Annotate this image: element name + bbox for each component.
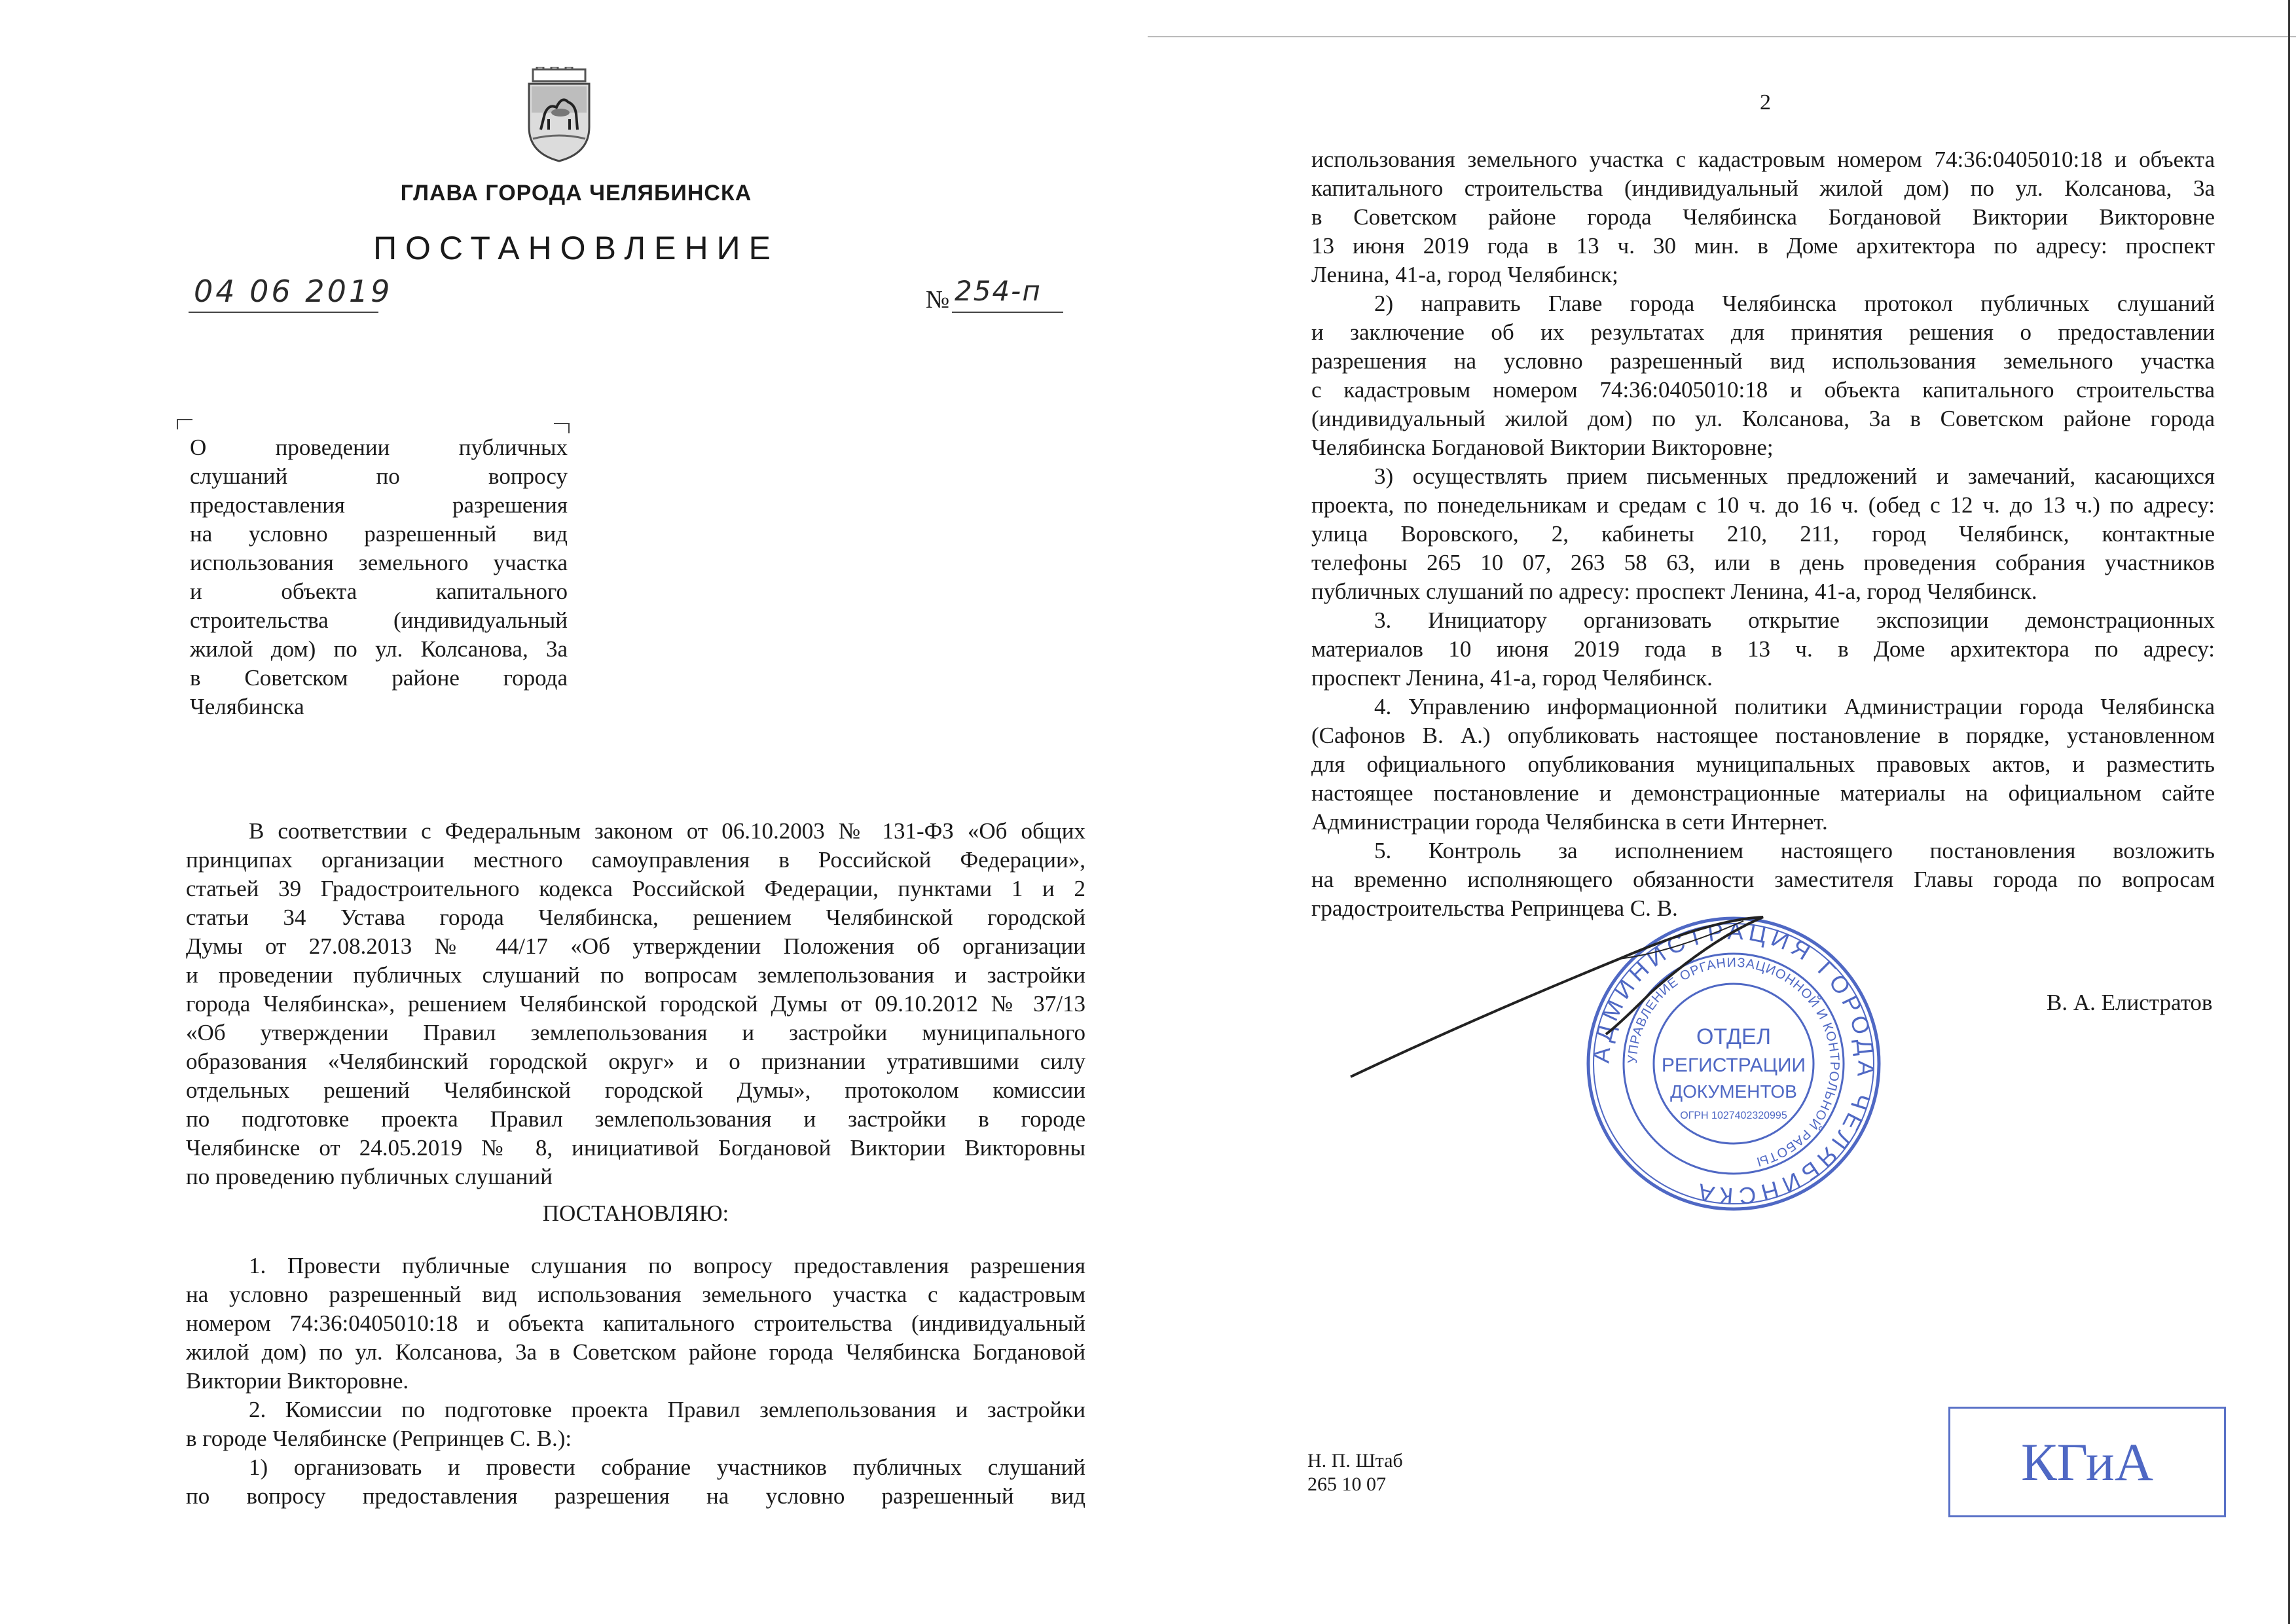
subject-line: в Советском районе города: [190, 665, 568, 691]
preamble-line: В соответствии с Федеральным законом от 06.10.2003 № 131-ФЗ «Об общих: [249, 818, 1085, 844]
seal-ogrn-text: ОГРН 1027402320995: [1680, 1110, 1787, 1121]
organization-heading: ГЛАВА ГОРОДА ЧЕЛЯБИНСКА: [400, 181, 752, 206]
body-line: на временно исполняющего обязанности заместителя Главы города по вопросам: [1311, 867, 2215, 892]
body-line: с кадастровым номером 74:36:0405010:18 и объекта капитального строительства: [1311, 377, 2215, 403]
subject-line: О проведении публичных: [190, 435, 568, 460]
preamble-line: и проведении публичных слушаний по вопросам землепользования и застройки: [186, 962, 1085, 988]
seal-center-text-2: РЕГИСТРАЦИИ: [1661, 1055, 1806, 1076]
body-line: использования земельного участка с кадастровым номером 74:36:0405010:18 и объекта: [1311, 147, 2215, 172]
seal-inner-ring-text: УПРАВЛЕНИЕ ОРГАНИЗАЦИОННОЙ И КОНТРОЛЬНОЙ РАБОТЫ: [1625, 955, 1842, 1169]
body-line: Администрации города Челябинска в сети Интернет.: [1311, 809, 1828, 835]
body-line: настоящее постановление и демонстрационные материалы на официальном сайте: [1311, 780, 2215, 806]
body-line: номером 74:36:0405010:18 и объекта капитального строительства (индивидуальный: [186, 1310, 1085, 1336]
body-block-page2: [1311, 145, 2215, 923]
body-line: проекта, по понедельникам и средам с 10 ч. до 16 ч. (обед с 12 ч. до 13 ч.) по адресу:: [1311, 492, 2215, 518]
body-line: улица Воровского, 2, кабинеты 210, 211, город Челябинск, контактные: [1311, 521, 2215, 547]
body-line: 5. Контроль за исполнением настоящего постановления возложить: [1374, 838, 2215, 863]
preamble-line: «Об утверждении Правил землепользования и застройки муниципального: [186, 1020, 1085, 1045]
body-line: градостроительства Репринцева С. В.: [1311, 895, 1678, 921]
body-line: 1. Провести публичные слушания по вопросу предоставления разрешения: [249, 1253, 1085, 1278]
subject-line: предоставления разрешения: [190, 492, 568, 518]
number-underline: [952, 312, 1063, 313]
subject-line: слушаний по вопросу: [190, 463, 568, 489]
subject-line: использования земельного участка: [190, 550, 568, 575]
subject-line: жилой дом) по ул. Колсанова, 3а: [190, 636, 568, 662]
body-line: Челябинска Богдановой Виктории Викторовне;: [1311, 435, 1774, 460]
signatory-name: В. А. Елистратов: [2047, 990, 2213, 1015]
body-line: по вопросу предоставления разрешения на условно разрешенный вид: [186, 1483, 1085, 1509]
body-line: публичных слушаний по адресу: проспект Ленина, 41-а, город Челябинск.: [1311, 579, 2037, 604]
body-line: материалов 10 июня 2019 года в 13 ч. в Доме архитектора по адресу:: [1311, 636, 2215, 662]
body-line: Виктории Викторовне.: [186, 1368, 409, 1394]
body-line: (Сафонов В. А.) опубликовать настоящее постановление в порядке, установленном: [1311, 723, 2215, 748]
page-top-edge: [1148, 36, 2296, 37]
body-line: разрешения на условно разрешенный вид использования земельного участка: [1311, 348, 2215, 374]
resolve-heading: ПОСТАНОВЛЯЮ:: [542, 1200, 729, 1226]
page-2: [1148, 0, 2296, 1624]
subject-line: и объекта капитального: [190, 579, 568, 604]
preamble-line: по подготовке проекта Правил землепользования и застройки в городе: [186, 1106, 1085, 1132]
body-line: в Советском районе города Челябинска Богдановой Виктории Викторовне: [1311, 204, 2215, 230]
body-line: для официального опубликования муниципальных правовых актов, и разместить: [1311, 751, 2215, 777]
body-line: 4. Управлению информационной политики Администрации города Челябинска: [1374, 694, 2215, 719]
performer-phone: 265 10 07: [1307, 1473, 1386, 1495]
preamble-line: по проведению публичных слушаний: [186, 1164, 553, 1189]
page-number: 2: [1760, 90, 1771, 115]
body-line: 2) направить Главе города Челябинска протокол публичных слушаний: [1374, 291, 2215, 316]
subject-bracket-left: [177, 419, 192, 429]
body-line: Ленина, 41-а, город Челябинск;: [1311, 262, 1618, 287]
body-line: жилой дом) по ул. Колсанова, 3а в Советском районе города Челябинска Богдановой: [186, 1339, 1085, 1365]
subject-line: на условно разрешенный вид: [190, 521, 568, 547]
body-line: 1) организовать и провести собрание участников публичных слушаний: [249, 1454, 1085, 1480]
preamble-line: Челябинске от 24.05.2019 № 8, инициативой Богдановой Виктории Викторовны: [186, 1135, 1085, 1161]
document-type-heading: ПОСТАНОВЛЕНИЕ: [373, 230, 779, 266]
body-line: 3) осуществлять прием письменных предложений и замечаний, касающихся: [1374, 463, 2215, 489]
body-line: телефоны 265 10 07, 263 58 63, или в день проведения собрания участников: [1311, 550, 2215, 575]
preamble-line: статьи 34 Устава города Челябинска, решением Челябинской городской: [186, 905, 1085, 930]
preamble-line: статьей 39 Градостроительного кодекса Российской Федерации, пунктами 1 и 2: [186, 876, 1085, 901]
preamble-line: принципах организации местного самоуправления в Российской Федерации»,: [186, 847, 1085, 873]
body-line: 3. Инициатору организовать открытие экспозиции демонстрационных: [1374, 607, 2215, 633]
body-block-page1: [186, 1252, 1085, 1511]
preamble-block: [186, 817, 1085, 1191]
preamble-line: Думы от 27.08.2013 № 44/17 «Об утверждении Положения об организации: [186, 933, 1085, 959]
number-sign: №: [926, 286, 950, 314]
subject-bracket-right: [554, 423, 570, 433]
seal-center-text-1: ОТДЕЛ: [1696, 1024, 1772, 1049]
subject-block: [190, 433, 568, 721]
page-right-edge: [2288, 0, 2290, 1624]
subject-line: строительства (индивидуальный: [190, 607, 568, 633]
seal-outer-ring-text: АДМИНИСТРАЦИЯ ГОРОДА ЧЕЛЯБИНСКА: [1587, 917, 1880, 1210]
handwritten-signature: [1344, 913, 1776, 1083]
preamble-line: города Челябинска», решением Челябинской городской Думы от 09.10.2012 № 37/13: [186, 991, 1085, 1017]
body-line: (индивидуальный жилой дом) по ул. Колсанова, 3а в Советском районе города: [1311, 406, 2215, 431]
seal-center-text-3: ДОКУМЕНТОВ: [1670, 1081, 1797, 1102]
body-line: 13 июня 2019 года в 13 ч. 30 мин. в Доме архитектора по адресу: проспект: [1311, 233, 2215, 259]
body-line: и заключение об их результатах для принятия решения о предоставлении: [1311, 319, 2215, 345]
body-line: проспект Ленина, 41-а, город Челябинск.: [1311, 665, 1713, 691]
body-line: в городе Челябинске (Репринцев С. В.):: [186, 1426, 572, 1451]
preamble-line: отдельных решений Челябинской городской Думы», протоколом комиссии: [186, 1077, 1085, 1103]
coat-of-arms-emblem: [525, 67, 593, 164]
date-underline: [189, 312, 378, 313]
department-stamp: КГиА: [1948, 1407, 2226, 1517]
handwritten-date: 04 06 2019: [194, 274, 393, 309]
subject-line: Челябинска: [190, 694, 304, 719]
body-line: на условно разрешенный вид использования земельного участка с кадастровым: [186, 1282, 1085, 1307]
body-line: 2. Комиссии по подготовке проекта Правил землепользования и застройки: [249, 1397, 1085, 1422]
preamble-line: образования «Челябинский городской округ» и о признании утратившими силу: [186, 1049, 1085, 1074]
handwritten-number: 254-п: [955, 275, 1042, 307]
performer-name: Н. П. Штаб: [1307, 1450, 1403, 1471]
body-line: капитального строительства (индивидуальный жилой дом) по ул. Колсанова, 3а: [1311, 175, 2215, 201]
